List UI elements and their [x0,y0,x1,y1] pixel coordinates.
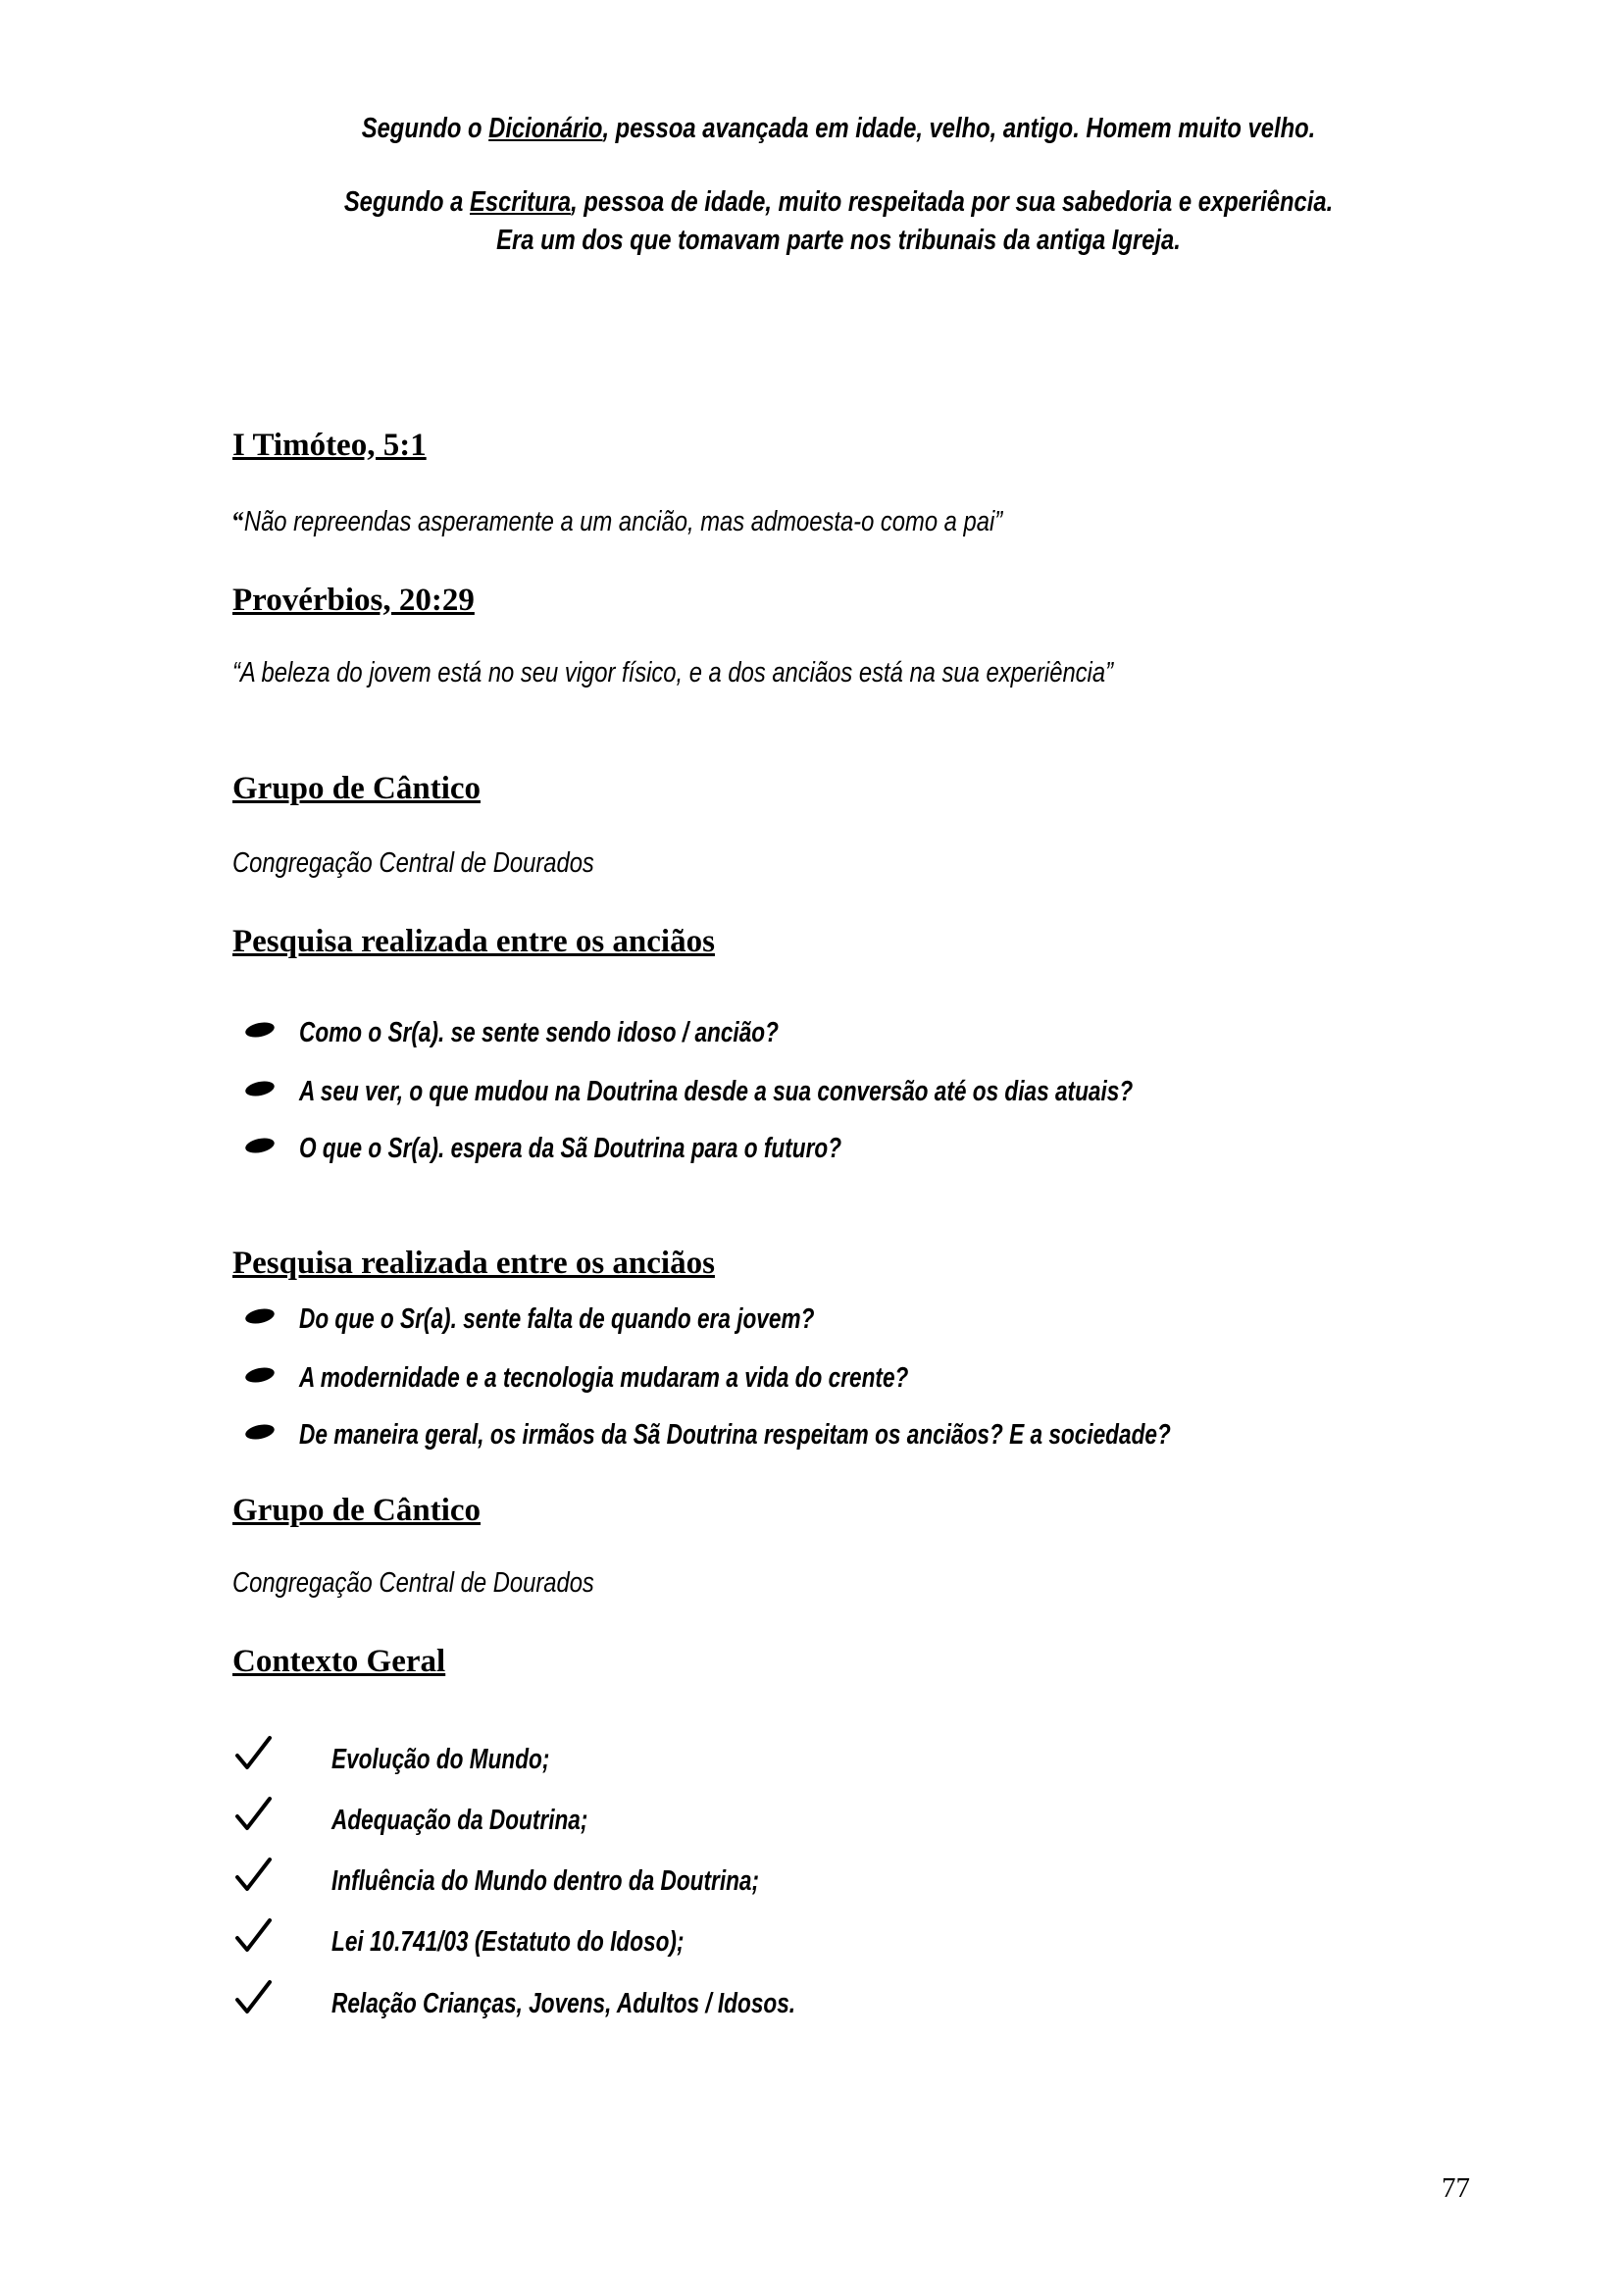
question-text: Do que o Sr(a). sente falta de quando era jovem? [299,1303,815,1335]
context-item-text: Influência do Mundo dentro da Doutrina; [331,1865,760,1897]
dictionary-definition [336,110,1342,148]
bullet-icon [244,1422,276,1442]
dictionary-term: Dicionário [488,113,603,144]
question-text: A seu ver, o que mudou na Doutrina desde a sua conversão até os dias atuais? [299,1076,1134,1107]
checkmark-icon [233,1856,273,1895]
question-text: De maneira geral, os irmãos da Sã Doutrina respeitam os anciãos? E a sociedade? [299,1419,1171,1451]
question-text: A modernidade e a tecnologia mudaram a vida do crente? [299,1362,909,1394]
definition-prefix: Segundo o [361,113,489,144]
scripture-definition [336,183,1342,260]
context-item-text: Relação Crianças, Jovens, Adultos / Idosos. [331,1988,796,2019]
checkmark-icon [233,1795,273,1834]
verse1-reference: I Timóteo, 5:1 [232,428,427,463]
question-text: O que o Sr(a). espera da Sã Doutrina para o futuro? [299,1133,842,1164]
scripture-term: Escritura [469,186,572,218]
group1-heading: Grupo de Cântico [232,771,482,806]
bullet-icon [244,1079,276,1098]
bullet-icon [244,1020,276,1040]
definition-text: , pessoa avançada em idade, velho, antigo. Homem muito velho. [602,113,1316,144]
survey1-heading: Pesquisa realizada entre os anciãos [232,924,715,959]
context-item-text: Evolução do Mundo; [331,1744,550,1775]
checkmark-icon [233,1978,273,2017]
context-item-text: Adequação da Doutrina; [331,1805,588,1836]
survey2-heading: Pesquisa realizada entre os anciãos [232,1246,715,1281]
bullet-icon [244,1365,276,1385]
scripture-text: , pessoa de idade, muito respeitada por sua sabedoria e experiência. Era um dos que tomavam parte nos tribunais da antiga Igreja. [496,186,1334,256]
bullet-icon [244,1306,276,1326]
verse1-text: Não repreendas asperamente a um ancião, mas admoesta-o como a pai” [243,506,1003,537]
verse2-reference: Provérbios, 20:29 [232,583,475,618]
bullet-icon [244,1136,276,1155]
group2-heading: Grupo de Cântico [232,1493,482,1528]
context-item-text: Lei 10.741/03 (Estatuto do Idoso); [331,1926,685,1958]
context-heading: Contexto Geral [232,1644,446,1679]
scripture-prefix: Segundo a [343,186,470,218]
checkmark-icon [233,1916,273,1956]
verse2-text: “A beleza do jovem está no seu vigor físico, e a dos anciãos está na sua experiência” [232,657,1113,688]
verse1-open-quote: “ [232,506,244,537]
question-text: Como o Sr(a). se sente sendo idoso / ancião? [299,1017,779,1048]
checkmark-icon [233,1734,273,1773]
group1-text: Congregação Central de Dourados [232,847,594,879]
group2-text: Congregação Central de Dourados [232,1567,594,1599]
verse1-quote [232,506,1002,538]
page-number: 77 [1442,2172,1470,2204]
